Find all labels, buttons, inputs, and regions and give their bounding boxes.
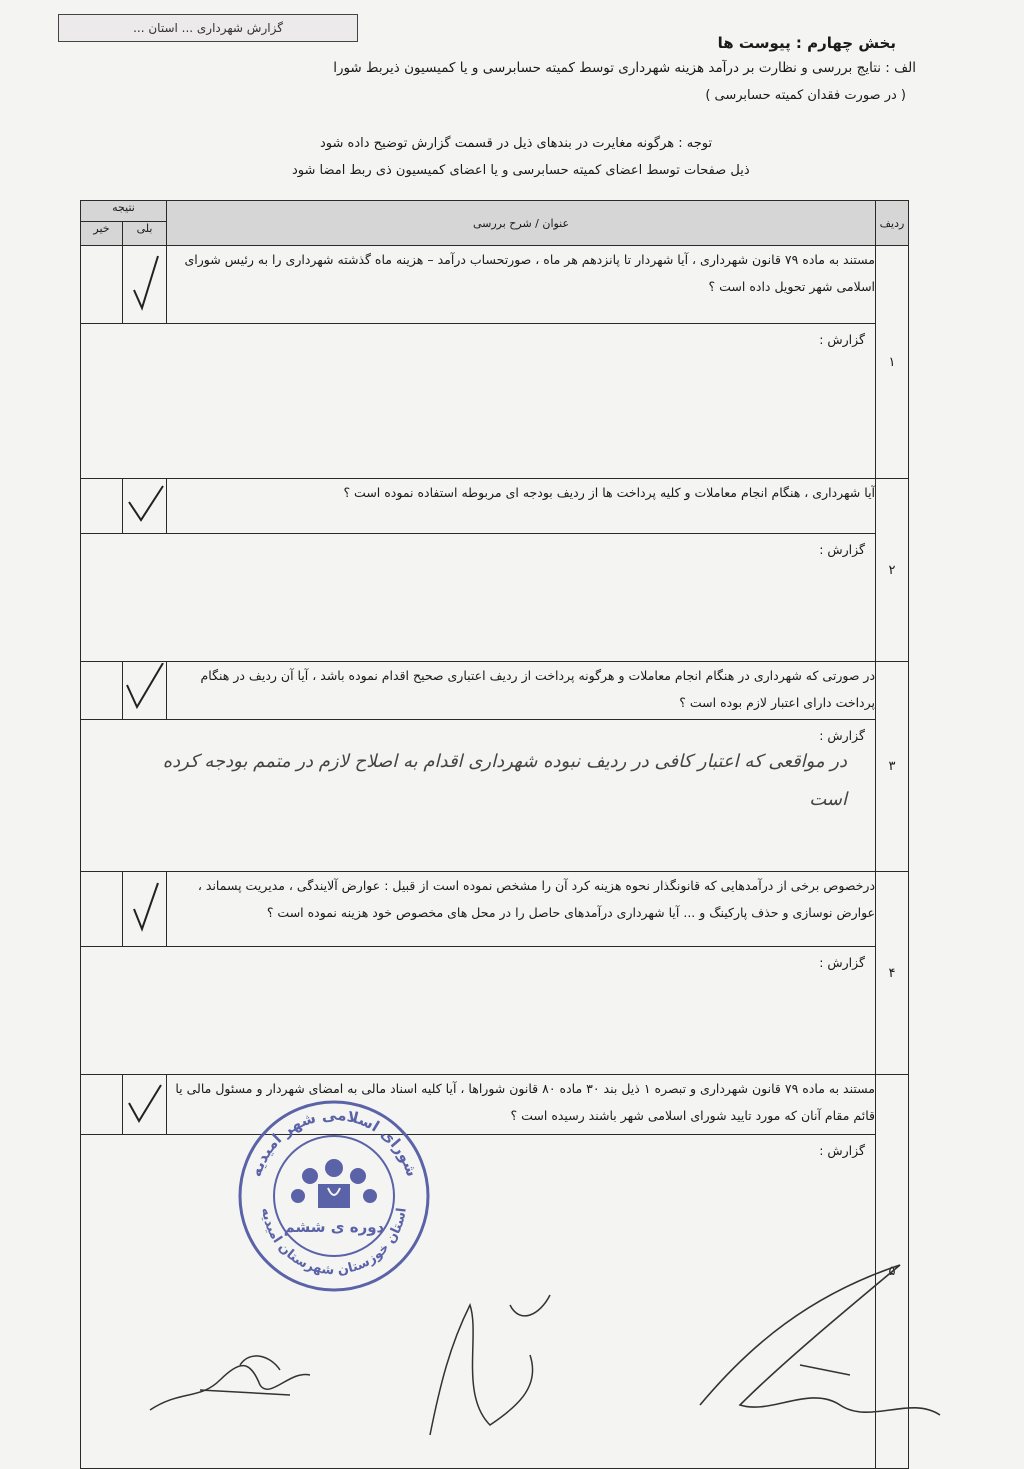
row-number: ۲ bbox=[876, 479, 909, 662]
header-title: عنوان / شرح بررسی bbox=[167, 201, 876, 246]
question-text: در صورتی که شهرداری در هنگام انجام معاملات و هرگونه پرداخت از ردیف اعتباری صحیح اقدام نموده باشد ، آیا آن ردیف در هنگام پرداخت دارای اعتبار لازم بوده است ؟ bbox=[167, 662, 876, 720]
note-line-2: ذیل صفحات توسط اعضای کمیته حسابرسی و یا اعضای کمیسیون ذی ربط امضا شود bbox=[292, 163, 750, 178]
report-cell bbox=[81, 720, 876, 872]
signature-1 bbox=[140, 1340, 340, 1430]
yes-cell bbox=[123, 246, 167, 324]
report-label: گزارش : bbox=[819, 542, 866, 557]
report-cell bbox=[81, 324, 876, 479]
report-label: گزارش : bbox=[819, 1143, 866, 1158]
report-cell bbox=[81, 947, 876, 1075]
checkmark-icon bbox=[125, 482, 165, 526]
yes-cell bbox=[123, 479, 167, 534]
checkmark-icon bbox=[128, 252, 162, 314]
council-seal-stamp bbox=[236, 1098, 432, 1294]
question-text: مستند به ماده ۷۹ قانون شهرداری و تبصره ۱ ذیل بند ۳۰ ماده ۸۰ قانون شوراها ، آیا کلیه اسناد مالی به امضای شهردار و مسئول مالی یا قائم مقام آنان که مورد تایید شورای اسلامی شهر باشند رسیده است ؟ bbox=[167, 1075, 876, 1135]
seal-term-text: دوره ی ششم bbox=[283, 1218, 385, 1236]
row-number: ۳ bbox=[876, 662, 909, 872]
checkmark-icon bbox=[125, 1081, 165, 1125]
question-text: درخصوص برخی از درآمدهایی که قانونگذار نحوه هزینه کرد آن را مشخص نموده است از قبیل : عوارض آلایندگی ، مدیریت پسماند ، عوارض نوسازی و حذف پارکینگ و ... آیا شهرداری درآمدهای حاصل را در محل های مخصوص خود هزینه نموده است ؟ bbox=[167, 872, 876, 947]
section-title: بخش چهارم : پیوست ها bbox=[717, 34, 896, 52]
yes-cell bbox=[123, 1075, 167, 1135]
row-number: ۵ bbox=[876, 1075, 909, 1469]
report-label: گزارش : bbox=[819, 728, 866, 743]
header-yes: بلی bbox=[123, 222, 167, 246]
checkmark-icon bbox=[125, 663, 165, 715]
signature-3 bbox=[680, 1255, 960, 1445]
no-cell bbox=[81, 479, 123, 534]
header-no: خیر bbox=[81, 222, 123, 246]
row-number: ۴ bbox=[876, 872, 909, 1075]
header-row: ردیف bbox=[876, 201, 909, 246]
report-label: گزارش : bbox=[819, 955, 866, 970]
no-cell bbox=[81, 246, 123, 324]
header-result: نتیجه bbox=[81, 201, 167, 222]
seal-emblem-icon bbox=[291, 1159, 377, 1208]
report-text-handwritten: در مواقعی که اعتبار کافی در ردیف نبوده شهرداری اقدام به اصلاح لازم در متمم بودجه کرده است bbox=[162, 751, 848, 810]
report-label: گزارش : bbox=[819, 332, 866, 347]
seal-bottom-text: استان خوزستان شهرستان امیدیه bbox=[258, 1206, 410, 1279]
no-cell bbox=[81, 662, 123, 720]
question-text: آیا شهرداری ، هنگام انجام معاملات و کلیه پرداخت ها از ردیف بودجه ای مربوطه استفاده نموده است ؟ bbox=[167, 479, 876, 534]
report-cell bbox=[81, 534, 876, 662]
note-line-1: توجه : هرگونه مغایرت در بندهای ذیل در قسمت گزارش توضیح داده شود bbox=[320, 136, 713, 151]
intro-line-1: الف : نتایج بررسی و نظارت بر درآمد هزینه شهرداری توسط کمیته حسابرسی و یا کمیسیون ذیربط شورا bbox=[333, 60, 916, 76]
checkmark-icon bbox=[128, 879, 162, 935]
no-cell bbox=[81, 872, 123, 947]
signature-2 bbox=[400, 1285, 580, 1445]
yes-cell bbox=[123, 872, 167, 947]
no-cell bbox=[81, 1075, 123, 1135]
intro-line-2: ( در صورت فقدان کمیته حسابرسی ) bbox=[705, 88, 906, 103]
yes-cell bbox=[123, 662, 167, 720]
row-number: ۱ bbox=[876, 246, 909, 479]
seal-top-text: شورای اسلامی شهر امیدیه bbox=[246, 1105, 422, 1179]
question-text: مستند به ماده ۷۹ قانون شهرداری ، آیا شهردار تا پانزدهم هر ماه ، صورتحساب درآمد – هزینه ماه گذشته شهرداری را به رئیس شورای اسلامی شهر تحویل داده است ؟ bbox=[167, 246, 876, 324]
corner-label: گزارش شهرداری ... استان ... bbox=[58, 14, 358, 42]
